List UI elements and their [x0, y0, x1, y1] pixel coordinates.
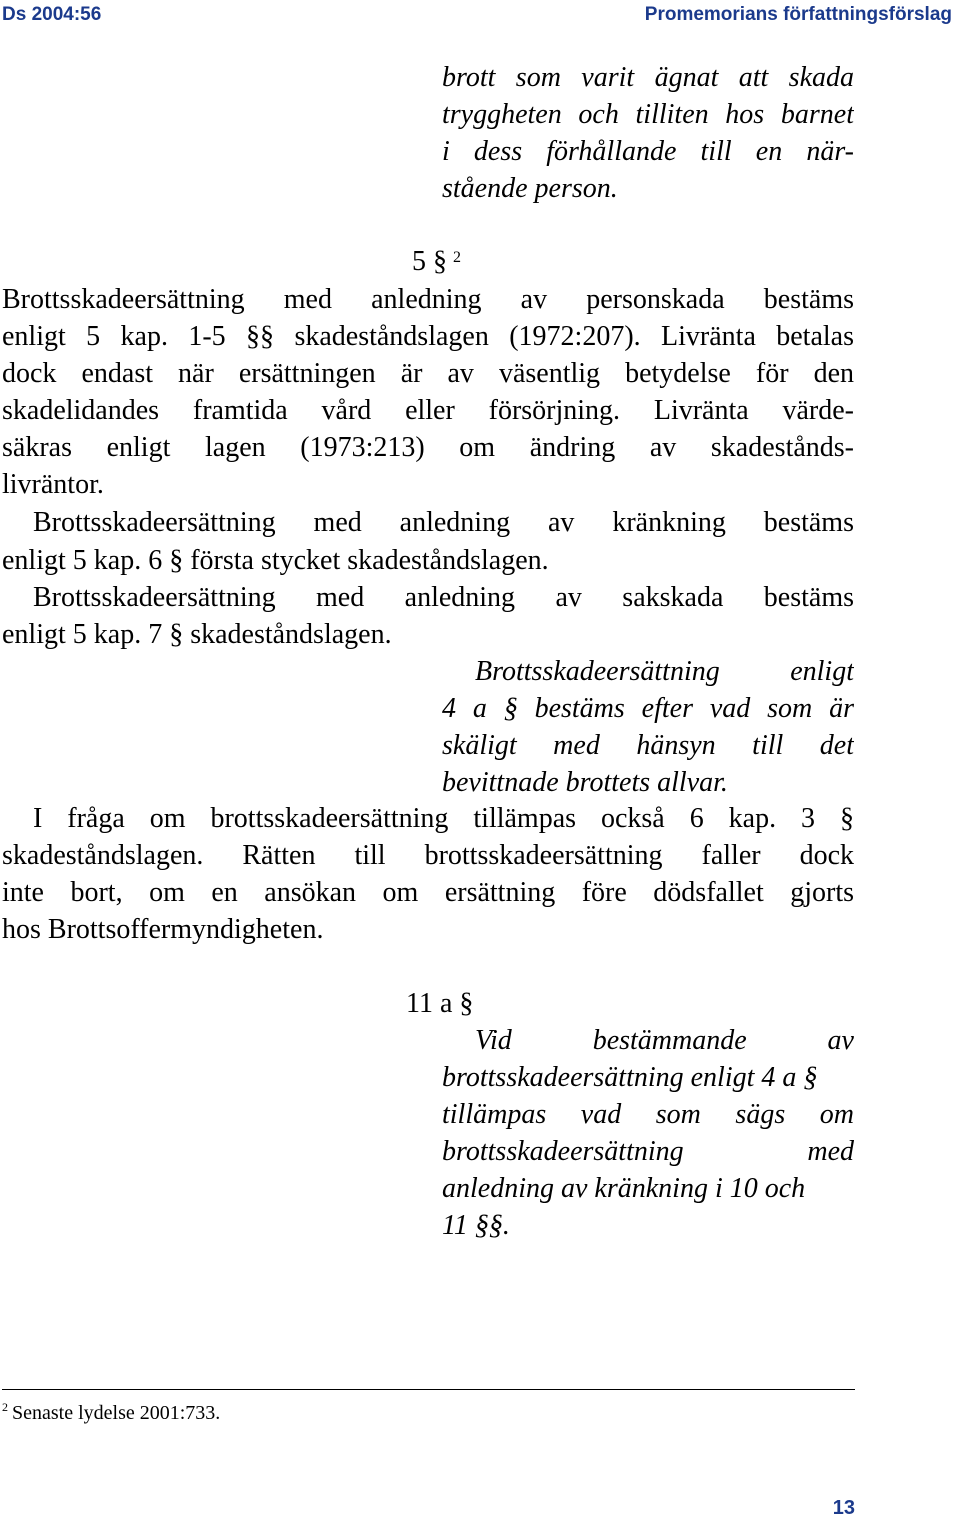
- page-number: 13: [832, 1497, 855, 1519]
- paragraph-line: Brottsskadeersättning med anledning av kränkning bestäms: [33, 507, 854, 538]
- running-header-right: Promemorians författningsförslag: [644, 4, 952, 25]
- paragraph-line: anledning av kränkning i 10 och: [442, 1173, 806, 1204]
- paragraph-line: Brottsskadeersättning enligt: [475, 656, 854, 687]
- paragraph-line: enligt 5 kap. 6 § första stycket skadeståndslagen.: [2, 545, 549, 576]
- paragraph-line: livräntor.: [2, 469, 104, 500]
- paragraph-line: tryggheten och tilliten hos barnet: [442, 99, 854, 130]
- paragraph-line: skadeståndslagen. Rätten till brottsskadeersättning faller dock: [2, 840, 854, 871]
- paragraph-line: i dess förhållande till en när-: [442, 136, 854, 167]
- paragraph-line: skäligt med hänsyn till det: [442, 730, 854, 761]
- paragraph-line: brottsskadeersättning enligt 4 a §: [442, 1062, 818, 1093]
- paragraph-line: I fråga om brottsskadeersättning tillämpas också 6 kap. 3 §: [33, 803, 854, 834]
- section-heading: 11 a §: [406, 988, 474, 1019]
- paragraph-line: brott som varit ägnat att skada: [442, 62, 854, 93]
- paragraph-line: hos Brottsoffermyndigheten.: [2, 914, 324, 945]
- footnote-divider: [2, 1389, 855, 1390]
- paragraph-line: inte bort, om en ansökan om ersättning före dödsfallet gjorts: [2, 877, 854, 908]
- footnote-text: Senaste lydelse 2001:733.: [12, 1402, 221, 1424]
- section-number: 5 §: [412, 246, 447, 277]
- paragraph-line: 4 a § bestäms efter vad som är: [442, 693, 854, 724]
- paragraph-line: bevittnade brottets allvar.: [442, 767, 728, 798]
- footnote-reference: 2: [453, 249, 461, 266]
- running-header-left: Ds 2004:56: [2, 4, 102, 25]
- paragraph-line: skadelidandes framtida vård eller försörjning. Livränta värde-: [2, 395, 854, 426]
- footnote-number: 2: [2, 1400, 8, 1414]
- footnote: [2, 1402, 220, 1425]
- paragraph-line: säkras enligt lagen (1973:213) om ändring av skadestånds-: [2, 432, 854, 463]
- paragraph-line: enligt 5 kap. 7 § skadeståndslagen.: [2, 619, 392, 650]
- paragraph-line: stående person.: [442, 173, 618, 204]
- section-heading: [412, 246, 461, 278]
- paragraph-line: Vid bestämmande av: [475, 1025, 854, 1056]
- paragraph-line: tillämpas vad som sägs om: [442, 1099, 854, 1130]
- paragraph-line: 11 §§.: [442, 1210, 510, 1241]
- paragraph-line: brottsskadeersättning med: [442, 1136, 854, 1167]
- paragraph-line: dock endast när ersättningen är av väsentlig betydelse för den: [2, 358, 854, 389]
- paragraph-line: Brottsskadeersättning med anledning av sakskada bestäms: [33, 582, 854, 613]
- paragraph-line: enligt 5 kap. 1-5 §§ skadeståndslagen (1972:207). Livränta betalas: [2, 321, 854, 352]
- paragraph-line: Brottsskadeersättning med anledning av personskada bestäms: [2, 284, 854, 315]
